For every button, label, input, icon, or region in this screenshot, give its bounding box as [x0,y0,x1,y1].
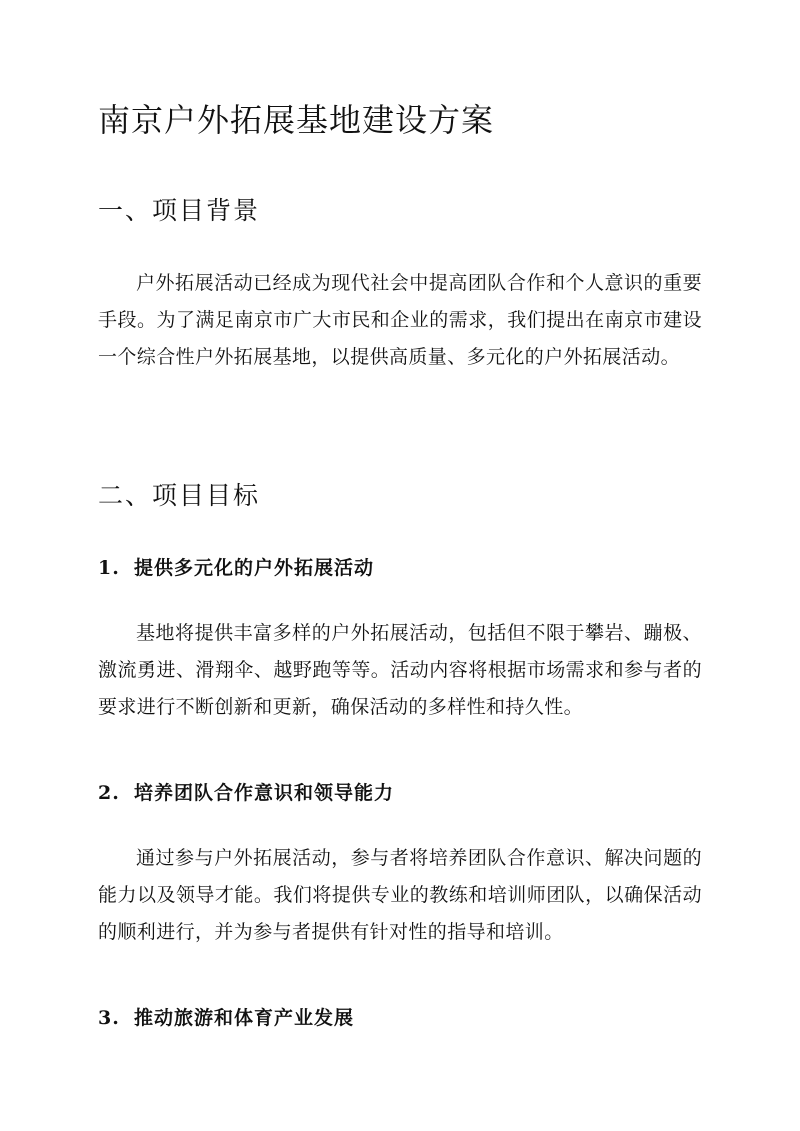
subsection-heading-2 [98,779,394,807]
subsection-number: 3. [98,1007,120,1029]
subsection-title: 推动旅游和体育产业发展 [134,1007,355,1029]
subsection-title: 提供多元化的户外拓展活动 [134,557,375,579]
subsection-paragraph-1: 基地将提供丰富多样的户外拓展活动，包括但不限于攀岩、蹦极、激流勇进、滑翔伞、越野跑等等。活动内容将根据市场需求和参与者的要求进行不断创新和更新，确保活动的多样性和持久性。 [98,622,702,718]
subsection-paragraph-2: 通过参与户外拓展活动，参与者将培养团队合作意识、解决问题的能力以及领导才能。我们将提供专业的教练和培训师团队，以确保活动的顺利进行，并为参与者提供有针对性的指导和培训。 [98,847,702,943]
subsection-heading-3 [98,1004,354,1032]
subsection-number: 2. [98,782,120,804]
document-title: 南京户外拓展基地建设方案 [98,101,495,139]
background-paragraph: 户外拓展活动已经成为现代社会中提高团队合作和个人意识的重要手段。为了满足南京市广大市民和企业的需求，我们提出在南京市建设一个综合性户外拓展基地，以提供高质量、多元化的户外拓展活动。 [98,272,702,368]
subsection-heading-1 [98,554,374,582]
subsection-number: 1. [98,557,120,579]
section-heading-goals: 二、项目目标 [98,481,261,510]
section-heading-background: 一、项目背景 [98,196,261,225]
subsection-title: 培养团队合作意识和领导能力 [134,782,395,804]
